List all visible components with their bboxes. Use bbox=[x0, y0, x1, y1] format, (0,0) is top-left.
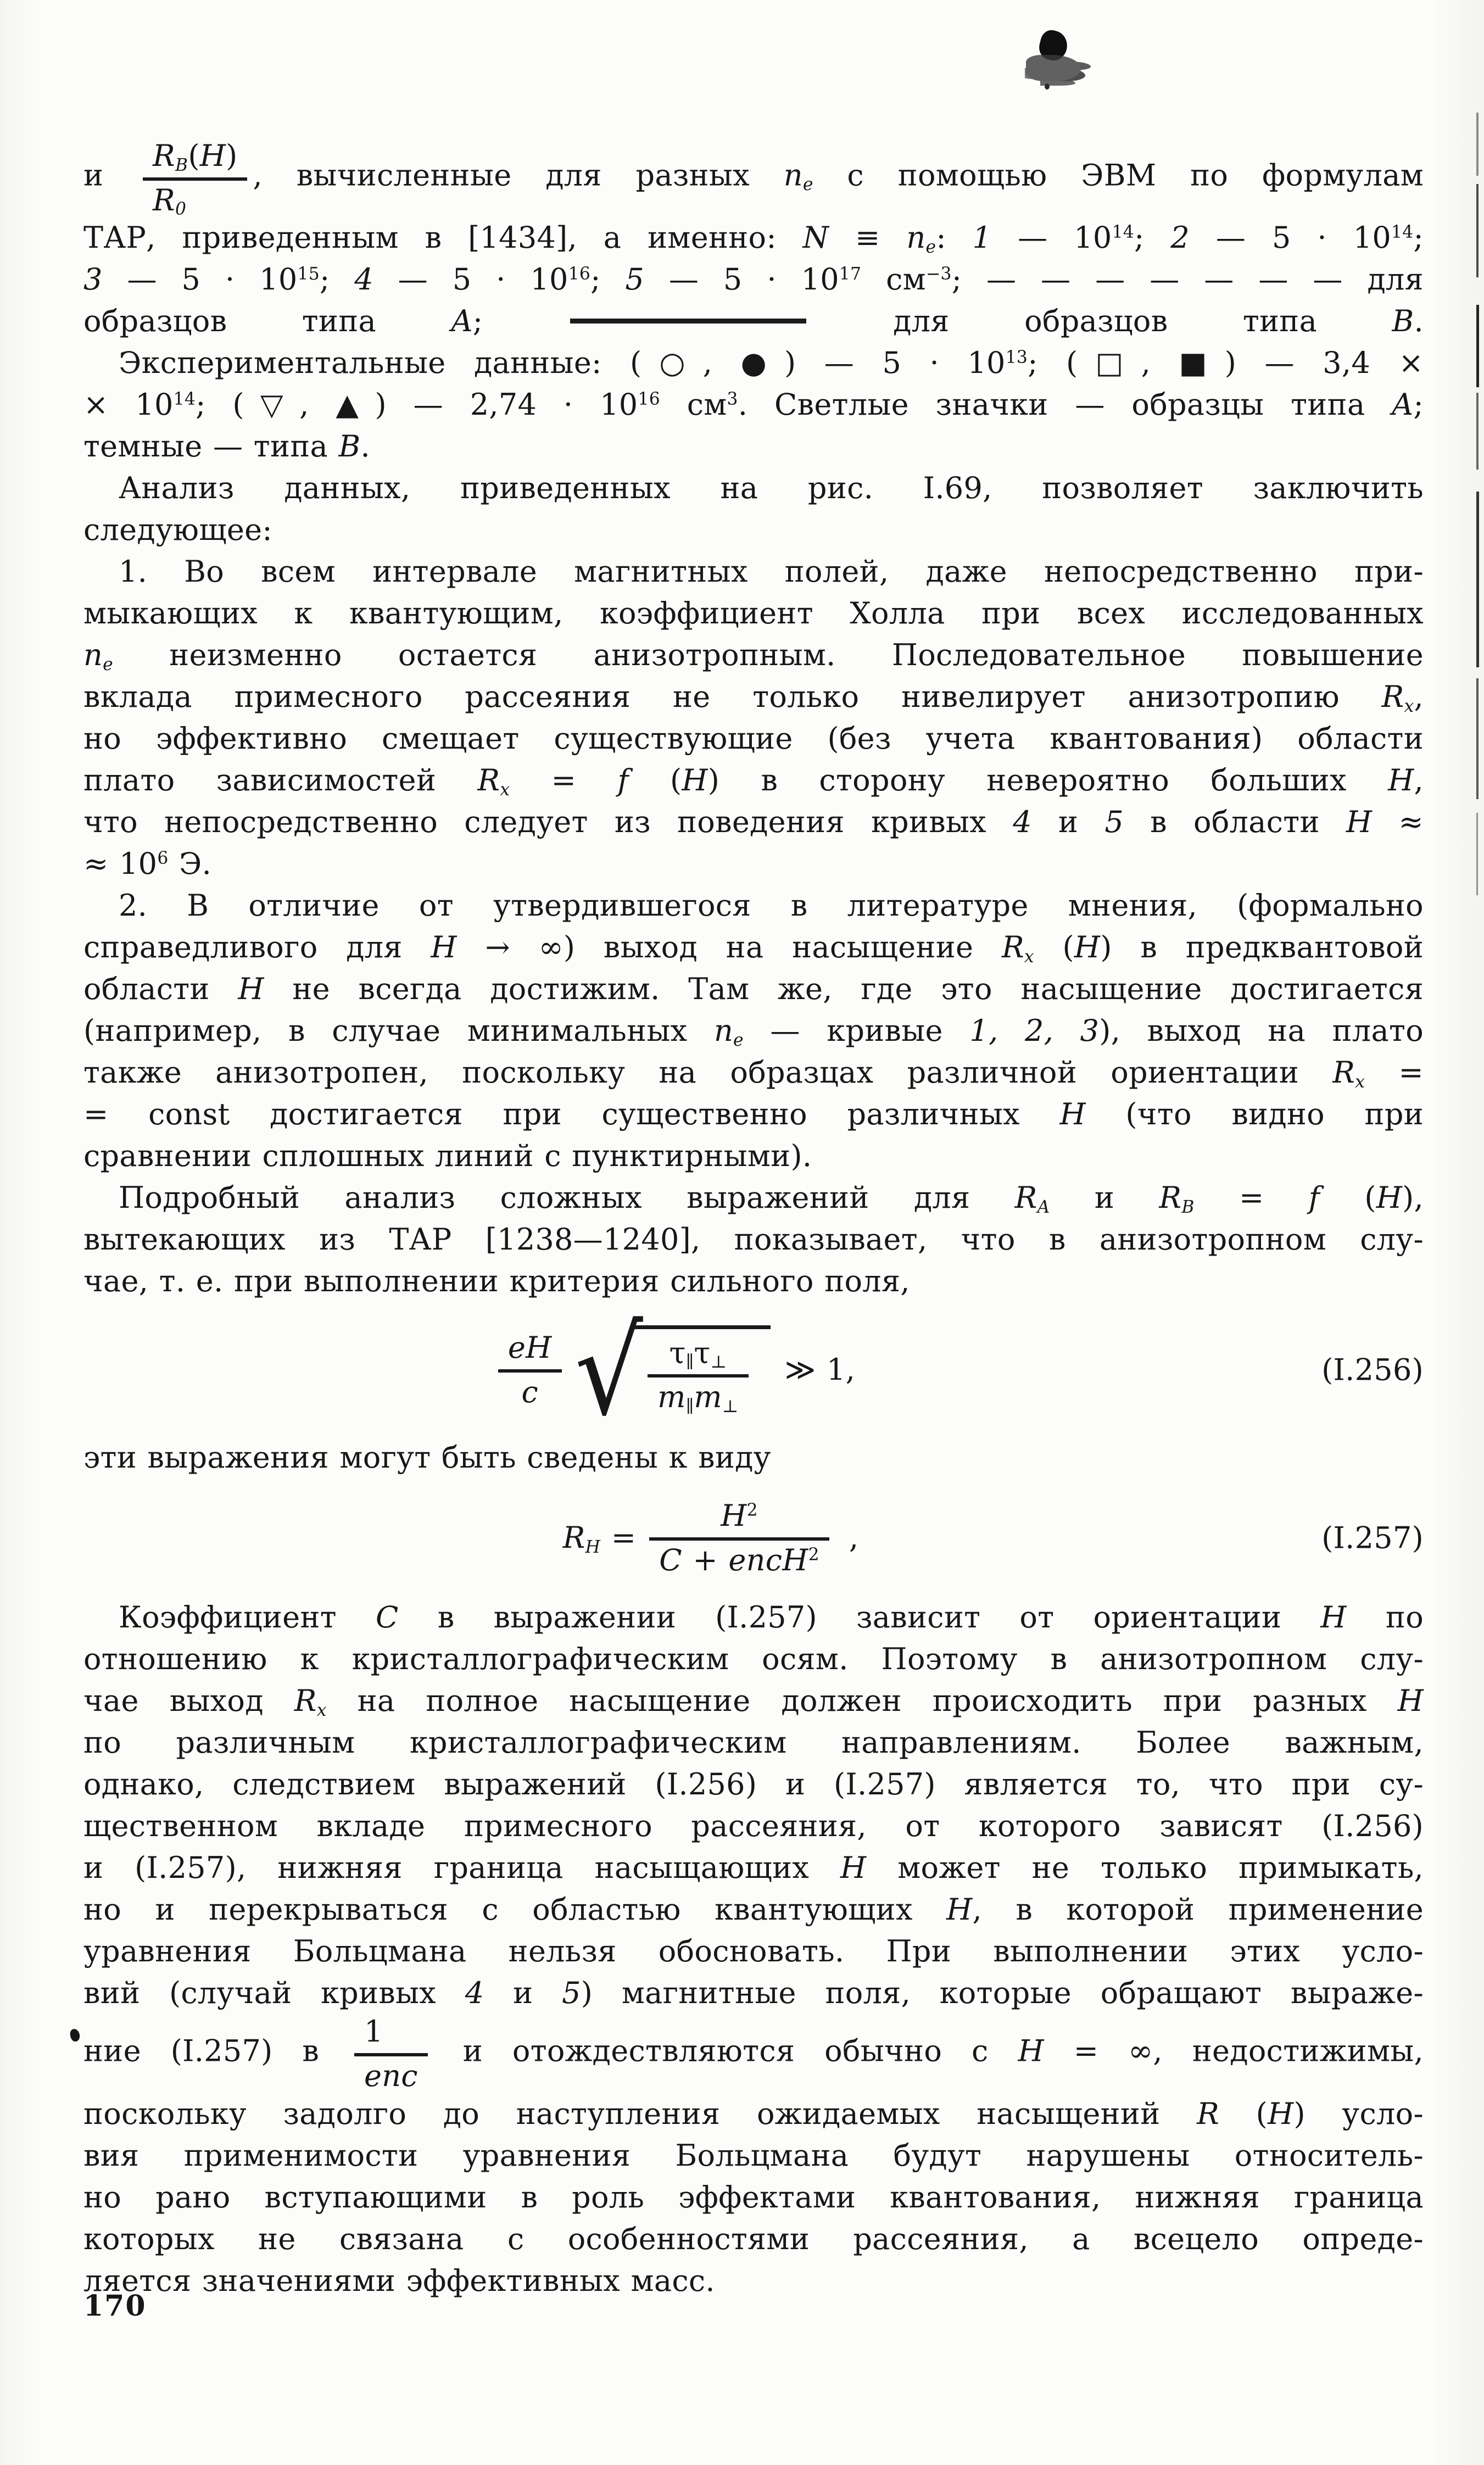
text-line: и $\frac{R_B(H)}{R_0}$ , вычисленные для разных $n_e$ с помощью ЭВМ по формулам bbox=[83, 138, 1424, 220]
text-line: ТАР, приведенным в [1434], а именно: $N \equiv n_e$: 1 — $10^{14}$; 2 — $5 \cdot 10^{14}$; bbox=[83, 220, 1424, 258]
text-line: чае, т. е. при выполнении критерия сильного поля, bbox=[83, 1264, 910, 1299]
text-line: также анизотропен, поскольку на образцах различной ориентации $R_x$ = bbox=[83, 1055, 1424, 1092]
text-line: что непосредственно следует из поведения кривых 4 и 5 в области H ≈ bbox=[83, 805, 1424, 840]
equation-256-body bbox=[493, 1302, 856, 1442]
scan-edge-line bbox=[1476, 492, 1479, 667]
scan-edge-line bbox=[1476, 113, 1479, 176]
text-line: 3 — $5 \cdot 10^{15}$; 4 — $5 \cdot 10^{16}$; 5 — $5 \cdot 10^{17}$ $см^{-3}$; — — — — — — — для bbox=[83, 262, 1424, 297]
text-line: (например, в случае минимальных $n_e$ — кривые 1, 2, 3), выход на плато bbox=[83, 1013, 1424, 1051]
text-line: × $10^{14}$; (▽, ▲) — $2,74 \cdot 10^{16}$ $см^3$. Светлые значки — образцы типа A; bbox=[83, 387, 1424, 422]
text-line: 2. В отличие от утвердившегося в литературе мнения, (формально bbox=[119, 888, 1424, 923]
legend-solid-line bbox=[570, 319, 806, 324]
text-line: области H не всегда достижим. Там же, где это насыщение достигается bbox=[83, 972, 1424, 1007]
text-line: по различным кристаллографическим направлениям. Более важным, bbox=[83, 1725, 1424, 1760]
fraction-H2-over-C bbox=[649, 1498, 829, 1577]
text-line: следующее: bbox=[83, 512, 272, 548]
text-line: Экспериментальные данные: (○, ●) — $5 \cdot 10^{13}$; (□, ■) — 3,4 × bbox=[119, 345, 1424, 381]
square-root bbox=[574, 1302, 771, 1442]
equation-tail: , bbox=[849, 1520, 859, 1555]
equation-number: (I.256) bbox=[1321, 1352, 1424, 1387]
text-line: Анализ данных, приведенных на рис. I.69, позволяет заключить bbox=[119, 471, 1424, 506]
scan-edge-line bbox=[1476, 184, 1479, 277]
inline-fraction: $\frac{R_B(H)}{R_0}$ bbox=[143, 138, 247, 217]
fraction-numerator: $H^2$ bbox=[649, 1498, 829, 1541]
fraction-denominator: C + encH$^2$ bbox=[659, 1542, 819, 1577]
text-line: но и перекрываться с областью квантующих H, в которой применение bbox=[83, 1892, 1424, 1927]
text-line: однако, следствием выражений (I.256) и (I.257) является то, что при су- bbox=[83, 1767, 1424, 1802]
line-between-equations bbox=[83, 1437, 1424, 1479]
fraction-tau-over-m bbox=[648, 1335, 749, 1417]
text-line: 1. Во всем интервале магнитных полей, даже непосредственно при- bbox=[119, 554, 1424, 589]
text-line: плато зависимостей $R_x = f$ (H) в сторону невероятно больших H, bbox=[83, 763, 1424, 800]
equation-257 bbox=[83, 1479, 1424, 1597]
text-line: вклада примесного рассеяния не только нивелирует анизотропию $R_x$, bbox=[83, 679, 1424, 717]
equation-lhs: $R_H$ = bbox=[562, 1520, 637, 1558]
equation-257-body bbox=[563, 1498, 859, 1577]
text-line: уравнения Больцмана нельзя обосновать. При выполнении этих усло- bbox=[83, 1934, 1424, 1969]
text-line: образцов типа A; для образцов типа B. bbox=[83, 304, 1424, 339]
page-number: 170 bbox=[83, 2289, 147, 2323]
text-line: и (I.257), нижняя граница насыщающих H может не только примыкать, bbox=[83, 1850, 1424, 1886]
text-line: но рано вступающими в роль эффектами квантования, нижняя граница bbox=[83, 2179, 1424, 2215]
ink-dot bbox=[1045, 83, 1050, 90]
text-line: щественном вкладе примесного рассеяния, от которого зависят (I.256) bbox=[83, 1809, 1424, 1844]
text-line: справедливого для H → ∞) выход на насыщение $R_x$ (H) в предквантовой bbox=[83, 930, 1424, 967]
text-block bbox=[83, 138, 1424, 2302]
text-line: вытекающих из ТАР [1238—1240], показывает, что в анизотропном слу- bbox=[83, 1222, 1424, 1257]
scan-edge-line bbox=[1476, 813, 1478, 895]
paragraphs-before-eq256 bbox=[83, 138, 1424, 1302]
text-line: но эффективно смещает существующие (без учета квантования) области bbox=[83, 721, 1424, 756]
text-line: отношению к кристаллографическим осям. Поэтому в анизотропном слу- bbox=[83, 1642, 1424, 1677]
text-line: которых не связана с особенностями рассеяния, а всецело опреде- bbox=[83, 2221, 1424, 2256]
scan-edge-line bbox=[1476, 393, 1479, 470]
fraction-denominator: $m_\parallel m_\perp$ bbox=[657, 1380, 739, 1417]
text-line: темные — типа B. bbox=[83, 429, 370, 464]
text-line: ляется значениями эффективных масс. bbox=[83, 2263, 715, 2298]
equation-tail: ≫ 1, bbox=[784, 1352, 856, 1387]
text-line: ≈ $10^6$ Э. bbox=[83, 846, 212, 882]
text-line: = const достигается при существенно различных H (что видно при bbox=[83, 1097, 1424, 1132]
text-line: чае выход $R_x$ на полное насыщение должен происходить при разных H bbox=[83, 1683, 1424, 1721]
text-line: сравнении сплошных линий с пунктирными). bbox=[83, 1139, 812, 1174]
fraction-numerator: $\tau_\parallel\tau_\perp$ bbox=[648, 1336, 749, 1378]
text-line: ние (I.257) в $\frac{1}{\text{enc}}$ и отождествляются обычно с H = ∞, недостижимы, bbox=[83, 2014, 1424, 2094]
scan-edge-line bbox=[1476, 305, 1479, 387]
text-line: Подробный анализ сложных выражений для $R_A$ и $R_B = f$ (H), bbox=[119, 1180, 1424, 1218]
radical-sign-icon: √ bbox=[574, 1302, 644, 1442]
text-line: $n_e$ неизменно остается анизотропным. Последовательное повышение bbox=[83, 638, 1424, 675]
fraction-denominator: c bbox=[521, 1374, 538, 1409]
equation-256 bbox=[83, 1302, 1424, 1442]
scan-edge-line bbox=[1476, 678, 1479, 799]
margin-ink-mark bbox=[69, 2028, 81, 2043]
text-line: вий (случай кривых 4 и 5) магнитные поля, которые обращают выраже- bbox=[83, 1976, 1424, 2011]
text-line: вия применимости уравнения Больцмана будут нарушены относитель- bbox=[83, 2138, 1424, 2173]
radicand bbox=[632, 1325, 771, 1417]
fraction-numerator: eH bbox=[498, 1330, 562, 1373]
text-line: поскольку задолго до наступления ожидаемых насыщений R (H) усло- bbox=[83, 2096, 1424, 2131]
text-line: Коэффициент C в выражении (I.257) зависит от ориентации H по bbox=[119, 1600, 1424, 1635]
paragraphs-after-eq257 bbox=[83, 1597, 1424, 2301]
ink-spatter bbox=[1026, 55, 1081, 81]
fraction-eH-over-c bbox=[498, 1330, 562, 1409]
inline-fraction: $\frac{1}{\text{enc}}$ bbox=[354, 2014, 428, 2093]
equation-number: (I.257) bbox=[1321, 1520, 1424, 1555]
text-line: эти выражения могут быть сведены к виду bbox=[83, 1440, 771, 1475]
text-line: мыкающих к квантующим, коэффициент Холла при всех исследованных bbox=[83, 596, 1424, 631]
